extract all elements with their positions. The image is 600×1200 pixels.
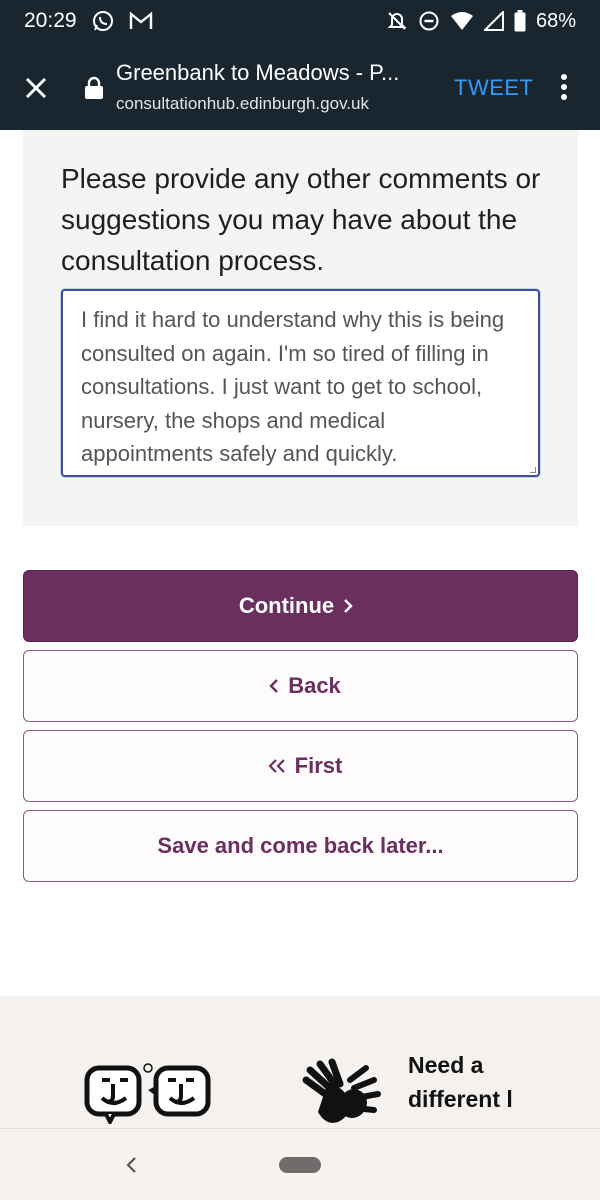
back-button[interactable] [23, 650, 578, 722]
notifications-off-icon [386, 10, 408, 32]
double-chevron-left-icon [267, 758, 287, 774]
easy-read-logo-icon[interactable] [84, 1062, 212, 1124]
page-url: consultationhub.edinburgh.gov.uk [116, 94, 369, 113]
lock-icon[interactable] [84, 76, 104, 100]
first-button[interactable] [23, 730, 578, 802]
question-label: Please provide any other comments or suggestions you may have about the consultation process. [61, 163, 541, 276]
clock: 20:29 [24, 9, 77, 32]
whatsapp-icon [91, 9, 115, 33]
browser-toolbar [0, 42, 600, 130]
chevron-right-icon [342, 598, 354, 614]
close-icon[interactable] [20, 72, 52, 104]
wifi-icon [450, 11, 474, 31]
tweet-button[interactable]: TWEET [454, 75, 534, 100]
status-bar [0, 0, 600, 42]
save-later-button[interactable] [23, 810, 578, 882]
system-nav-bar [0, 1128, 600, 1200]
save-later-label: Save and come back later... [157, 833, 444, 858]
first-label: First [294, 753, 343, 778]
comments-text: I find it hard to understand why this is being consulted on again. I'm so tired of filling in consultations. I just want to get to school, nursery, the shops and medical appointments safely and quickly. [81, 307, 505, 466]
back-label: Back [288, 673, 341, 698]
gmail-icon [129, 11, 153, 31]
page-title: Greenbank to Meadows - P... [116, 60, 400, 85]
back-chevron-icon[interactable] [120, 1153, 144, 1177]
resize-handle[interactable] [530, 467, 536, 473]
continue-button[interactable] [23, 570, 578, 642]
battery-percentage: 68% [535, 9, 576, 32]
signal-icon [484, 11, 504, 31]
home-pill-icon[interactable] [279, 1157, 321, 1173]
question-card [23, 130, 578, 526]
sign-language-icon[interactable] [300, 1058, 382, 1126]
different-format-link[interactable]: Need a different l [408, 1052, 513, 1112]
battery-icon [514, 10, 526, 32]
continue-label: Continue [238, 593, 335, 618]
comments-textarea[interactable] [61, 289, 540, 477]
more-vert-icon[interactable] [556, 72, 572, 102]
do-not-disturb-icon [418, 10, 440, 32]
chevron-left-icon [268, 678, 280, 694]
